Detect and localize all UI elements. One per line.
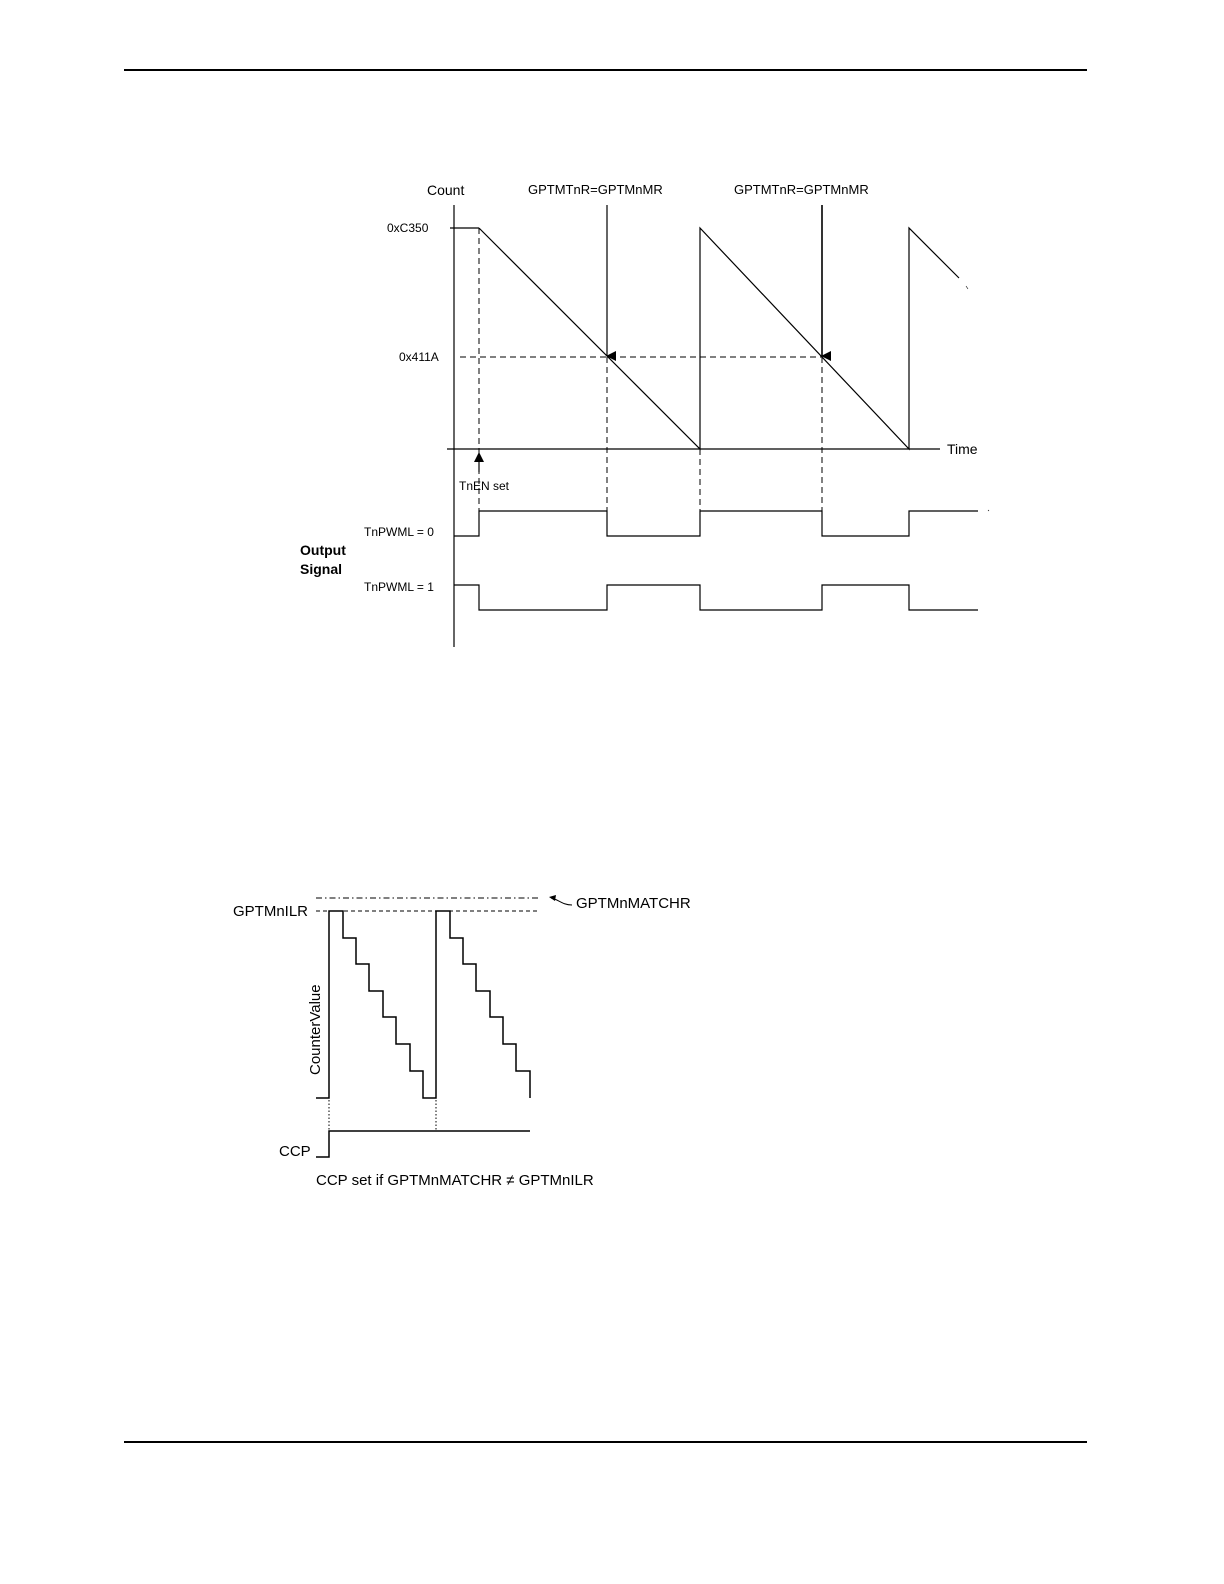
ccp-caption: CCP set if GPTMnMATCHR ≠ GPTMnILR — [316, 1172, 594, 1189]
matchr-label: GPTMnMATCHR — [576, 895, 691, 912]
output-signal-label-line1: Output — [300, 542, 346, 558]
counter-sawtooth — [479, 228, 959, 449]
match-value-label: 0x411A — [399, 350, 439, 364]
counter-value-label: CounterValue — [307, 984, 324, 1075]
count-axis-label: Count — [427, 182, 465, 198]
pwml0-waveform — [454, 511, 978, 536]
enable-arrow-head — [474, 452, 484, 462]
enable-label: TnEN set — [459, 479, 510, 493]
counter-sawtooth-continuation — [966, 286, 968, 289]
time-axis-label: Time — [947, 441, 978, 457]
match-event-label-1: GPTMTnR=GPTMnMR — [528, 182, 663, 197]
pwml1-waveform — [454, 585, 978, 610]
pwml0-waveform-continuation — [988, 510, 989, 511]
ilr-label: GPTMnILR — [233, 903, 309, 920]
pwml0-label: TnPWML = 0 — [364, 525, 434, 539]
load-value-label: 0xC350 — [387, 221, 429, 235]
output-signal-label-line2: Signal — [300, 561, 343, 577]
ccp-label: CCP — [279, 1143, 311, 1160]
pwml1-label: TnPWML = 1 — [364, 580, 434, 594]
match-event-label-2: GPTMTnR=GPTMnMR — [734, 182, 869, 197]
